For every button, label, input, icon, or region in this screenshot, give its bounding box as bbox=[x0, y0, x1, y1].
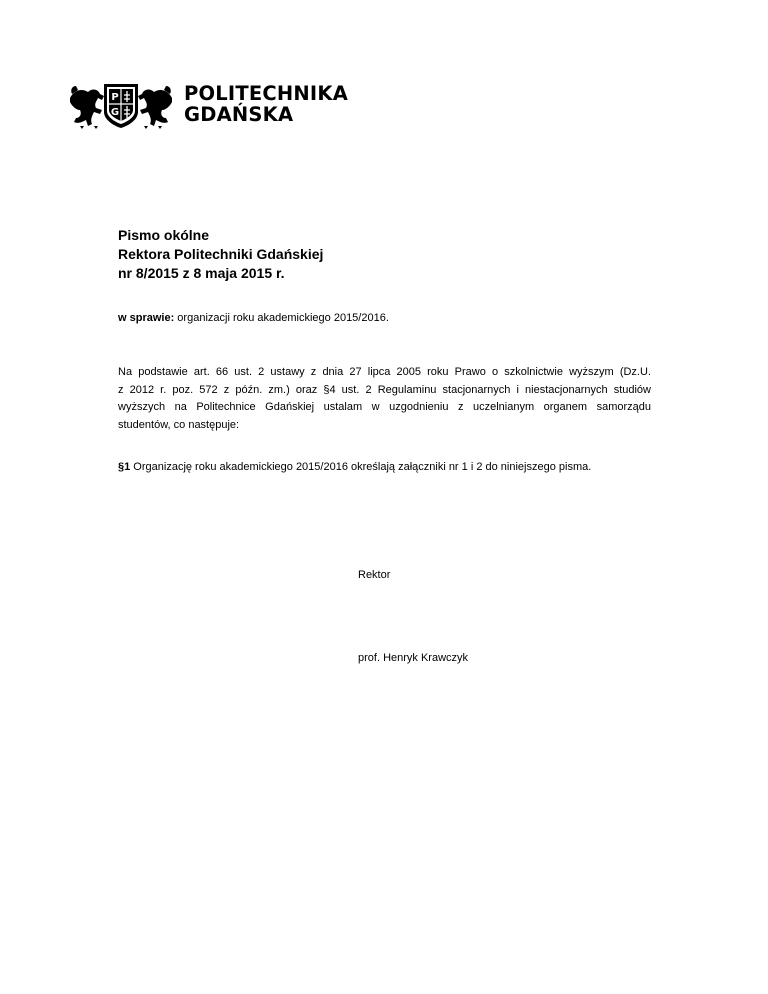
emblem-letter-p: P bbox=[111, 92, 119, 103]
section-1-paragraph bbox=[118, 460, 591, 474]
logo-text-line1: POLITECHNIKA bbox=[184, 82, 348, 105]
university-logo bbox=[66, 80, 346, 130]
logo-text-line2: GDAŃSKA bbox=[184, 103, 294, 126]
title-line-1: Pismo okólne bbox=[118, 227, 210, 243]
document-title bbox=[118, 226, 323, 283]
document-subject bbox=[118, 311, 389, 325]
legal-basis-paragraph bbox=[118, 364, 651, 434]
subject-text: organizacji roku akademickiego 2015/2016. bbox=[174, 312, 389, 324]
logo-wordmark bbox=[184, 83, 348, 125]
signature-title: Rektor bbox=[358, 569, 391, 581]
basis-line-3: wyższych na Politechnice Gdańskiej ustalam w uzgodnieniu z uczelnianym organem samorządu bbox=[118, 401, 651, 413]
subject-label: w sprawie: bbox=[118, 312, 175, 324]
basis-line-4: studentów, co następuje: bbox=[118, 418, 240, 431]
signature-name: prof. Henryk Krawczyk bbox=[358, 652, 469, 664]
section-1-text: Organizację roku akademickiego 2015/2016 określają załączniki nr 1 i 2 do niniejszego pisma. bbox=[130, 461, 592, 473]
title-line-3: nr 8/2015 z 8 maja 2015 r. bbox=[118, 265, 285, 281]
emblem-letter-g: G bbox=[110, 107, 120, 118]
section-1-label: §1 bbox=[118, 461, 131, 473]
title-line-2: Rektora Politechniki Gdańskiej bbox=[118, 246, 324, 262]
basis-line-1: Na podstawie art. 66 ust. 2 ustawy z dnia 27 lipca 2005 roku Prawo o szkolnictwie wyższym (Dz.U. bbox=[118, 366, 651, 378]
basis-line-2: z 2012 r. poz. 572 z późn. zm.) oraz §4 ust. 2 Regulaminu stacjonarnych i niestacjonarnych studiów bbox=[118, 383, 651, 396]
university-emblem-icon bbox=[66, 80, 176, 130]
